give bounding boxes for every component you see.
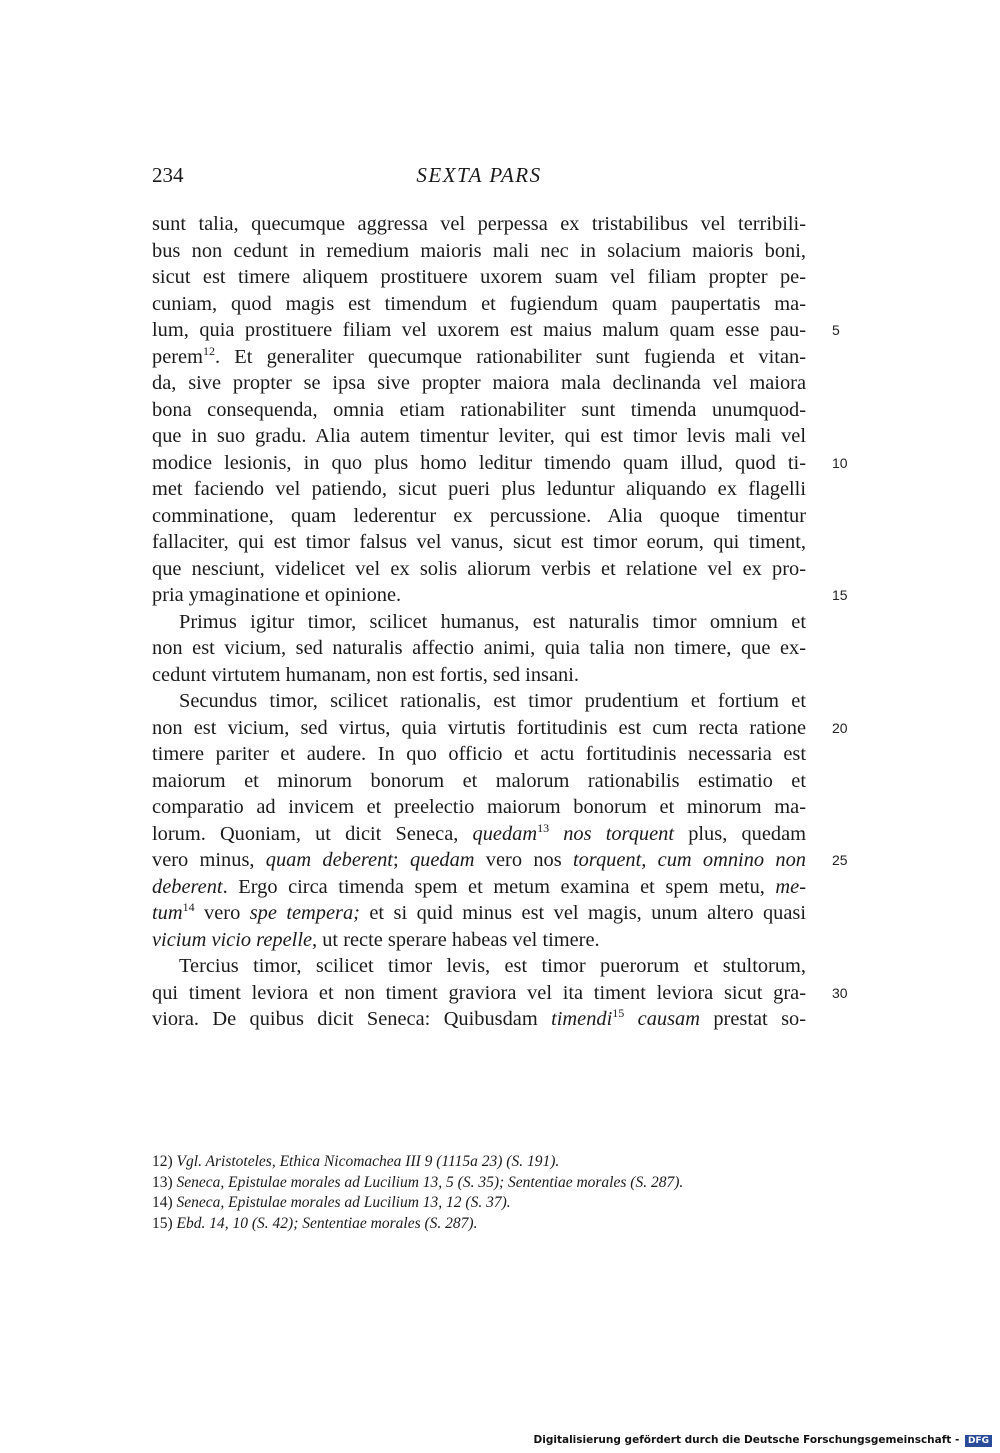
text-line <box>152 397 806 424</box>
line-text: sunt talia, quecumque aggressa vel perpessa ex tristabilibus vel terribili- <box>152 213 806 235</box>
dfg-logo: DFG <box>965 1435 992 1447</box>
line-number: 30 <box>832 984 848 1001</box>
text-line <box>152 662 806 689</box>
footnotes <box>152 1152 852 1234</box>
footnote-text: Seneca, Epistulae morales ad Lucilium 13, 5 (S. 35); Sententiae morales (S. 287). <box>176 1173 684 1191</box>
text-line <box>152 1006 806 1033</box>
line-text: Secundus timor, scilicet rationalis, est timor prudentium et fortium et <box>179 690 806 712</box>
line-text: que in suo gradu. Alia autem timentur leviter, qui est timor levis mali vel <box>152 425 806 447</box>
line-text: lorum. Quoniam, ut dicit Seneca, quedam$^{13}$ nos torquent plus, quedam <box>152 820 806 845</box>
line-text: fallaciter, qui est timor falsus vel vanus, sicut est timor eorum, qui timent, <box>152 531 806 553</box>
line-text: da, sive propter se ipsa sive propter maiora mala declinanda vel maiora <box>152 372 806 394</box>
text-line <box>152 794 806 821</box>
text-line <box>152 768 806 795</box>
text-line <box>152 821 806 848</box>
line-text: perem$^{12}$. Et generaliter quecumque rationabiliter sunt fugienda et vitan- <box>152 343 806 368</box>
line-text: met faciendo vel patiendo, sicut pueri plus leduntur aliquando ex flagelli <box>152 478 806 500</box>
text-line <box>152 900 806 927</box>
text-line <box>152 238 806 265</box>
text-line <box>152 953 806 980</box>
line-text: qui timent leviora et non timent graviora vel ita timent leviora sicut gra- <box>152 981 806 1004</box>
line-text: bona consequenda, omnia etiam rationabiliter sunt timenda unumquod- <box>152 398 806 421</box>
footnote <box>152 1214 852 1235</box>
text-line <box>152 715 848 742</box>
footnote-number: 12) <box>152 1153 173 1170</box>
line-text: comparatio ad invicem et preelectio maiorum bonorum et minorum ma- <box>152 796 806 818</box>
digitization-credit <box>534 1434 992 1447</box>
line-text: non est vicium, sed naturalis affectio animi, quia talia non timere, que ex- <box>152 637 806 659</box>
body-text <box>152 211 848 1033</box>
line-text: que nesciunt, videlicet vel ex solis aliorum verbis et relatione vel ex pro- <box>152 557 806 580</box>
text-line <box>152 980 848 1007</box>
text-line <box>152 741 806 768</box>
text-line <box>152 635 806 662</box>
text-line <box>152 847 848 874</box>
credit-text: Digitalisierung gefördert durch die Deutsche Forschungsgemeinschaft - <box>533 1434 960 1446</box>
text-line <box>152 344 806 371</box>
running-head: SEXTA PARS <box>416 163 542 187</box>
text-line <box>152 476 806 503</box>
line-text: modice lesionis, in quo plus homo leditur timendo quam illud, quod ti- <box>152 451 806 474</box>
line-text: maiorum et minorum bonorum et malorum rationabilis estimatio et <box>152 769 806 792</box>
footnote <box>152 1152 852 1173</box>
text-line <box>152 582 848 609</box>
text-line <box>152 370 806 397</box>
line-text: lum, quia prostituere filiam vel uxorem est maius malum quam esse pau- <box>152 319 806 341</box>
text-line <box>152 927 806 954</box>
line-text: Tercius timor, scilicet timor levis, est timor puerorum et stultorum, <box>179 955 806 977</box>
footnote-text: Vgl. Aristoteles, Ethica Nicomachea III 9 (1115a 23) (S. 191). <box>176 1153 560 1170</box>
text-line <box>152 609 806 636</box>
footnote-number: 15) <box>152 1214 173 1232</box>
text-line <box>152 317 840 344</box>
text-line <box>152 529 806 556</box>
line-text: comminatione, quam lederentur ex percussione. Alia quoque timentur <box>152 504 806 527</box>
line-text: cedunt virtutem humanam, non est fortis, sed insani. <box>152 663 579 686</box>
text-line <box>152 450 848 477</box>
footnote-number: 13) <box>152 1173 173 1191</box>
line-number: 25 <box>832 852 848 868</box>
footnote-text: Ebd. 14, 10 (S. 42); Sententiae morales (S. 287). <box>176 1214 478 1232</box>
line-text: vicium vicio repelle, ut recte sperare habeas vel timere. <box>152 928 600 951</box>
line-text: tum$^{14}$ vero spe tempera; et si quid minus est vel magis, unum altero quasi <box>152 900 806 924</box>
footnote <box>152 1193 852 1214</box>
line-text: Primus igitur timor, scilicet humanus, est naturalis timor omnium et <box>179 610 806 633</box>
line-text: viora. De quibus dicit Seneca: Quibusdam timendi$^{15}$ causam prestat so- <box>152 1006 806 1030</box>
footnote <box>152 1173 852 1194</box>
page-number: 234 <box>152 163 184 187</box>
text-line <box>152 688 806 715</box>
line-text: non est vicium, sed virtus, quia virtutis fortitudinis est cum recta ratione <box>152 716 806 739</box>
line-text: bus non cedunt in remedium maioris mali nec in solacium maioris boni, <box>152 239 806 262</box>
line-text: timere pariter et audere. In quo officio et actu fortitudinis necessaria est <box>152 743 806 765</box>
line-number: 20 <box>832 719 848 736</box>
text-line <box>152 556 806 583</box>
text-line <box>152 211 806 238</box>
line-number: 15 <box>832 587 848 603</box>
line-text: deberent. Ergo circa timenda spem et metum examina et spem metu, me- <box>152 875 806 898</box>
line-number: 5 <box>832 322 840 338</box>
line-text: sicut est timere aliquem prostituere uxorem suam vel filiam propter pe- <box>152 266 806 288</box>
footnote-number: 14) <box>152 1194 173 1211</box>
line-text: pria ymaginatione et opinione. <box>152 584 402 606</box>
footnote-text: Seneca, Epistulae morales ad Lucilium 13, 12 (S. 37). <box>176 1194 511 1211</box>
text-line <box>152 503 806 530</box>
line-text: vero minus, quam deberent; quedam vero nos torquent, cum omnino non <box>152 849 806 871</box>
line-number: 10 <box>832 454 848 471</box>
text-line <box>152 291 806 318</box>
text-line <box>152 264 806 291</box>
text-line <box>152 874 806 901</box>
line-text: cuniam, quod magis est timendum et fugiendum quam paupertatis ma- <box>152 292 806 315</box>
page-header <box>152 163 806 193</box>
text-line <box>152 423 806 450</box>
